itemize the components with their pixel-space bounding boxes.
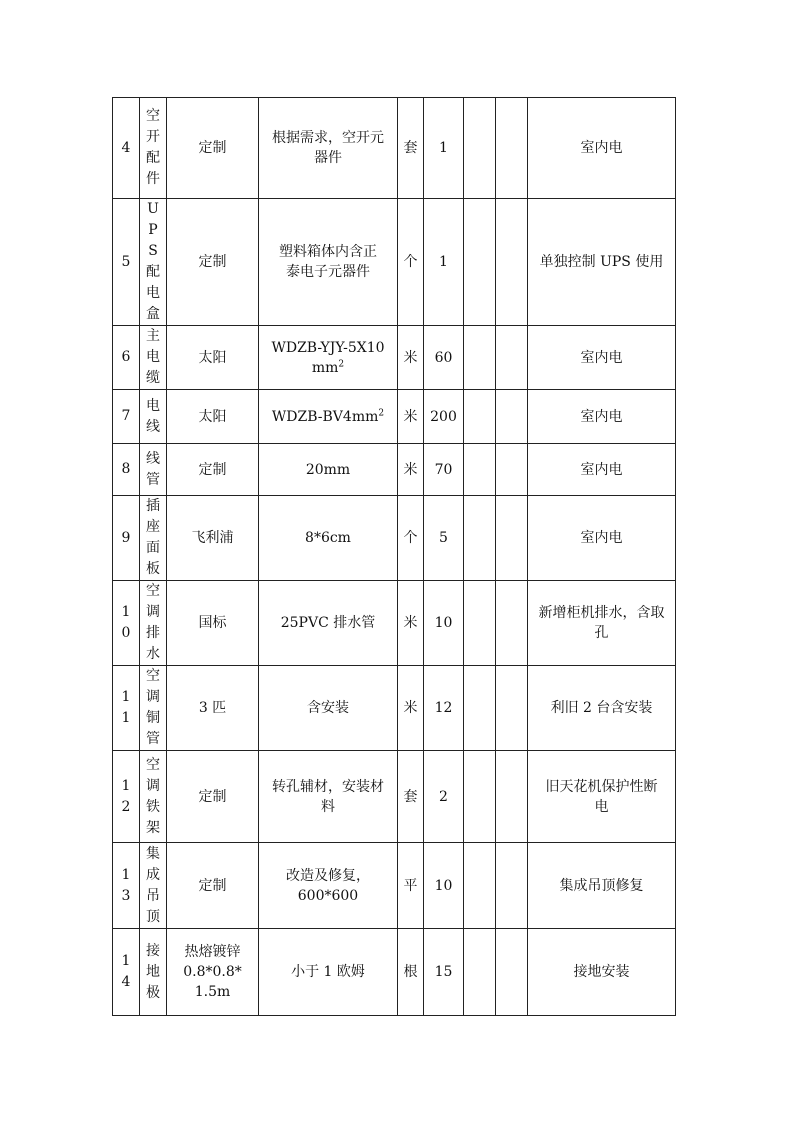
cell-qty: 1: [424, 98, 464, 199]
table-row: [113, 843, 676, 929]
cell-qty: 70: [424, 444, 464, 496]
spec-text: WDZB-BV4mm: [271, 408, 379, 425]
cell-empty: [496, 98, 528, 199]
table-row: [113, 581, 676, 666]
cell-spec: 转孔辅材，安装材料: [259, 751, 398, 843]
cell-no: 10: [113, 581, 140, 666]
cell-empty: [496, 444, 528, 496]
cell-spec: 改造及修复，600*600: [259, 843, 398, 929]
cell-brand: 3 匹: [167, 666, 259, 751]
cell-no: 14: [113, 929, 140, 1016]
cell-name: UPS配电盒: [140, 199, 167, 326]
cell-remark: 接地安装: [528, 929, 676, 1016]
table-row: [113, 390, 676, 444]
spec-unit: mm: [311, 359, 339, 376]
cell-unit: 个: [398, 199, 424, 326]
table-row: [113, 98, 676, 199]
cell-empty: [464, 496, 496, 581]
cell-remark: 单独控制 UPS 使用: [528, 199, 676, 326]
cell-name: 空调铁架: [140, 751, 167, 843]
cell-no: 7: [113, 390, 140, 444]
cell-empty: [464, 199, 496, 326]
cell-unit: 套: [398, 98, 424, 199]
cell-no: 5: [113, 199, 140, 326]
materials-table: [112, 97, 676, 1016]
cell-remark: 利旧 2 台含安装: [528, 666, 676, 751]
cell-qty: 1: [424, 199, 464, 326]
cell-spec: [259, 390, 398, 444]
cell-no: 6: [113, 326, 140, 390]
cell-qty: 12: [424, 666, 464, 751]
cell-spec: [259, 326, 398, 390]
cell-qty: 10: [424, 843, 464, 929]
cell-qty: 10: [424, 581, 464, 666]
cell-brand: 热熔镀锌 0.8*0.8* 1.5m: [167, 929, 259, 1016]
cell-brand: 定制: [167, 98, 259, 199]
cell-name: 线管: [140, 444, 167, 496]
cell-remark: 新增柜机排水，含取孔: [528, 581, 676, 666]
cell-qty: 60: [424, 326, 464, 390]
cell-empty: [496, 390, 528, 444]
cell-brand: 定制: [167, 751, 259, 843]
cell-unit: 米: [398, 444, 424, 496]
cell-empty: [496, 843, 528, 929]
cell-remark: 旧天花机保护性断电: [528, 751, 676, 843]
cell-unit: 米: [398, 326, 424, 390]
cell-empty: [496, 929, 528, 1016]
cell-name: 插座面板: [140, 496, 167, 581]
cell-unit: 平: [398, 843, 424, 929]
cell-empty: [464, 666, 496, 751]
cell-empty: [464, 326, 496, 390]
cell-spec: 根据需求，空开元器件: [259, 98, 398, 199]
cell-no: 9: [113, 496, 140, 581]
cell-name: 空调铜管: [140, 666, 167, 751]
table-row: [113, 666, 676, 751]
table-row: [113, 444, 676, 496]
spec-superscript: 2: [378, 407, 385, 418]
cell-empty: [496, 751, 528, 843]
table-row: [113, 751, 676, 843]
cell-empty: [464, 843, 496, 929]
cell-empty: [464, 581, 496, 666]
cell-spec: 20mm: [259, 444, 398, 496]
table-row: [113, 326, 676, 390]
cell-no: 13: [113, 843, 140, 929]
cell-remark: 室内电: [528, 98, 676, 199]
cell-name: 空开配件: [140, 98, 167, 199]
cell-brand: 定制: [167, 199, 259, 326]
cell-unit: 根: [398, 929, 424, 1016]
cell-unit: 个: [398, 496, 424, 581]
cell-spec: 塑料箱体内含正泰电子元器件: [259, 199, 398, 326]
cell-remark: 室内电: [528, 444, 676, 496]
cell-qty: 2: [424, 751, 464, 843]
cell-remark: 室内电: [528, 390, 676, 444]
cell-unit: 米: [398, 666, 424, 751]
cell-empty: [464, 444, 496, 496]
cell-brand: 国标: [167, 581, 259, 666]
cell-remark: 集成吊顶修复: [528, 843, 676, 929]
cell-name: 集成吊顶: [140, 843, 167, 929]
cell-unit: 米: [398, 390, 424, 444]
cell-empty: [496, 326, 528, 390]
cell-spec: 8*6cm: [259, 496, 398, 581]
cell-spec: 含安装: [259, 666, 398, 751]
cell-no: 8: [113, 444, 140, 496]
cell-remark: 室内电: [528, 496, 676, 581]
cell-name: 空调排水: [140, 581, 167, 666]
cell-brand: 太阳: [167, 326, 259, 390]
cell-name: 接地极: [140, 929, 167, 1016]
cell-unit: 米: [398, 581, 424, 666]
cell-empty: [496, 199, 528, 326]
cell-spec: 25PVC 排水管: [259, 581, 398, 666]
cell-empty: [496, 581, 528, 666]
cell-qty: 5: [424, 496, 464, 581]
cell-qty: 200: [424, 390, 464, 444]
table-row: [113, 929, 676, 1016]
table-row: [113, 496, 676, 581]
cell-brand: 定制: [167, 444, 259, 496]
cell-empty: [464, 751, 496, 843]
cell-brand: 太阳: [167, 390, 259, 444]
cell-remark: 室内电: [528, 326, 676, 390]
cell-brand: 飞利浦: [167, 496, 259, 581]
cell-brand: 定制: [167, 843, 259, 929]
cell-name: 主电缆: [140, 326, 167, 390]
cell-unit: 套: [398, 751, 424, 843]
spec-text: WDZB-YJY-5X10: [271, 339, 385, 356]
cell-no: 4: [113, 98, 140, 199]
table-row: [113, 199, 676, 326]
cell-empty: [496, 496, 528, 581]
cell-empty: [464, 929, 496, 1016]
cell-name: 电线: [140, 390, 167, 444]
cell-empty: [496, 666, 528, 751]
cell-qty: 15: [424, 929, 464, 1016]
cell-no: 12: [113, 751, 140, 843]
cell-spec: 小于 1 欧姆: [259, 929, 398, 1016]
spec-superscript: 2: [338, 358, 345, 369]
cell-empty: [464, 390, 496, 444]
cell-empty: [464, 98, 496, 199]
cell-no: 11: [113, 666, 140, 751]
